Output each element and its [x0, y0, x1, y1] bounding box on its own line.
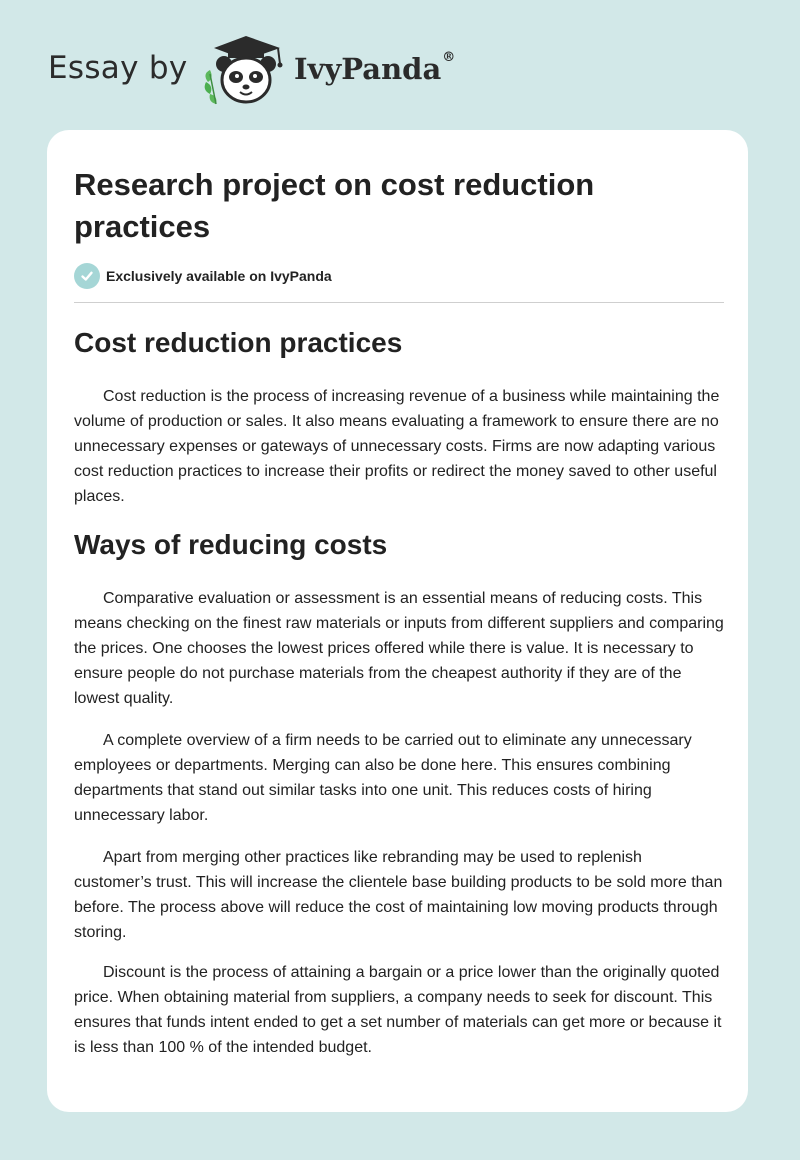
paragraph-cost-reduction-1: Cost reduction is the process of increasing revenue of a business while maintaining the volume of production or sales. It also means evaluating a framework to ensure there are no unnecessary expenses or gateways of unnecessary costs. Firms are now adapting various cost reduction practices to increase their profits or redirect the money saved to other useful places. [74, 388, 720, 505]
exclusive-badge [74, 263, 332, 289]
ivypanda-brand-name[interactable] [294, 52, 455, 86]
check-circle-icon [74, 263, 100, 289]
registered-mark: ® [442, 50, 456, 65]
title-divider [74, 302, 724, 303]
section-heading-cost-reduction: Cost reduction practices [74, 327, 403, 358]
section-heading-ways-reducing: Ways of reducing costs [74, 529, 388, 560]
exclusive-badge-text: Exclusively available on IvyPanda [106, 268, 332, 284]
essay-by-label: Essay by [48, 50, 188, 86]
essay-card [47, 130, 748, 1112]
site-header [0, 0, 800, 120]
panda-graduate-logo-icon[interactable] [200, 34, 292, 108]
paragraph-ways-2: A complete overview of a firm needs to be carried out to eliminate any unnecessary employees or departments. Merging can also be done here. This ensures combining departments that stand out similar tasks into one unit. This reduces costs of hiring unnecessary labor. [74, 732, 692, 824]
page-title: Research project on cost reduction practices [74, 167, 595, 244]
paragraph-ways-4: Discount is the process of attaining a bargain or a price lower than the originally quoted price. When obtaining material from suppliers, a company needs to seek for discount. This ensures that funds intent ended to get a set number of materials can get more or because it is less than 100 % of the intended budget. [74, 964, 722, 1056]
paragraph-ways-1: Comparative evaluation or assessment is an essential means of reducing costs. This means checking on the finest raw materials or inputs from different suppliers and comparing the prices. One chooses the lowest prices offered while there is value. It is necessary to ensure people do not purchase materials from the cheapest authority if they are of the lowest quality. [74, 590, 724, 707]
paragraph-ways-3: Apart from merging other practices like rebranding may be used to replenish customer’s trust. This will increase the clientele base building products to be sold more than before. The process above will reduce the cost of maintaining low moving products through storing. [74, 849, 723, 941]
brand-name-text: IvyPanda [294, 52, 442, 86]
